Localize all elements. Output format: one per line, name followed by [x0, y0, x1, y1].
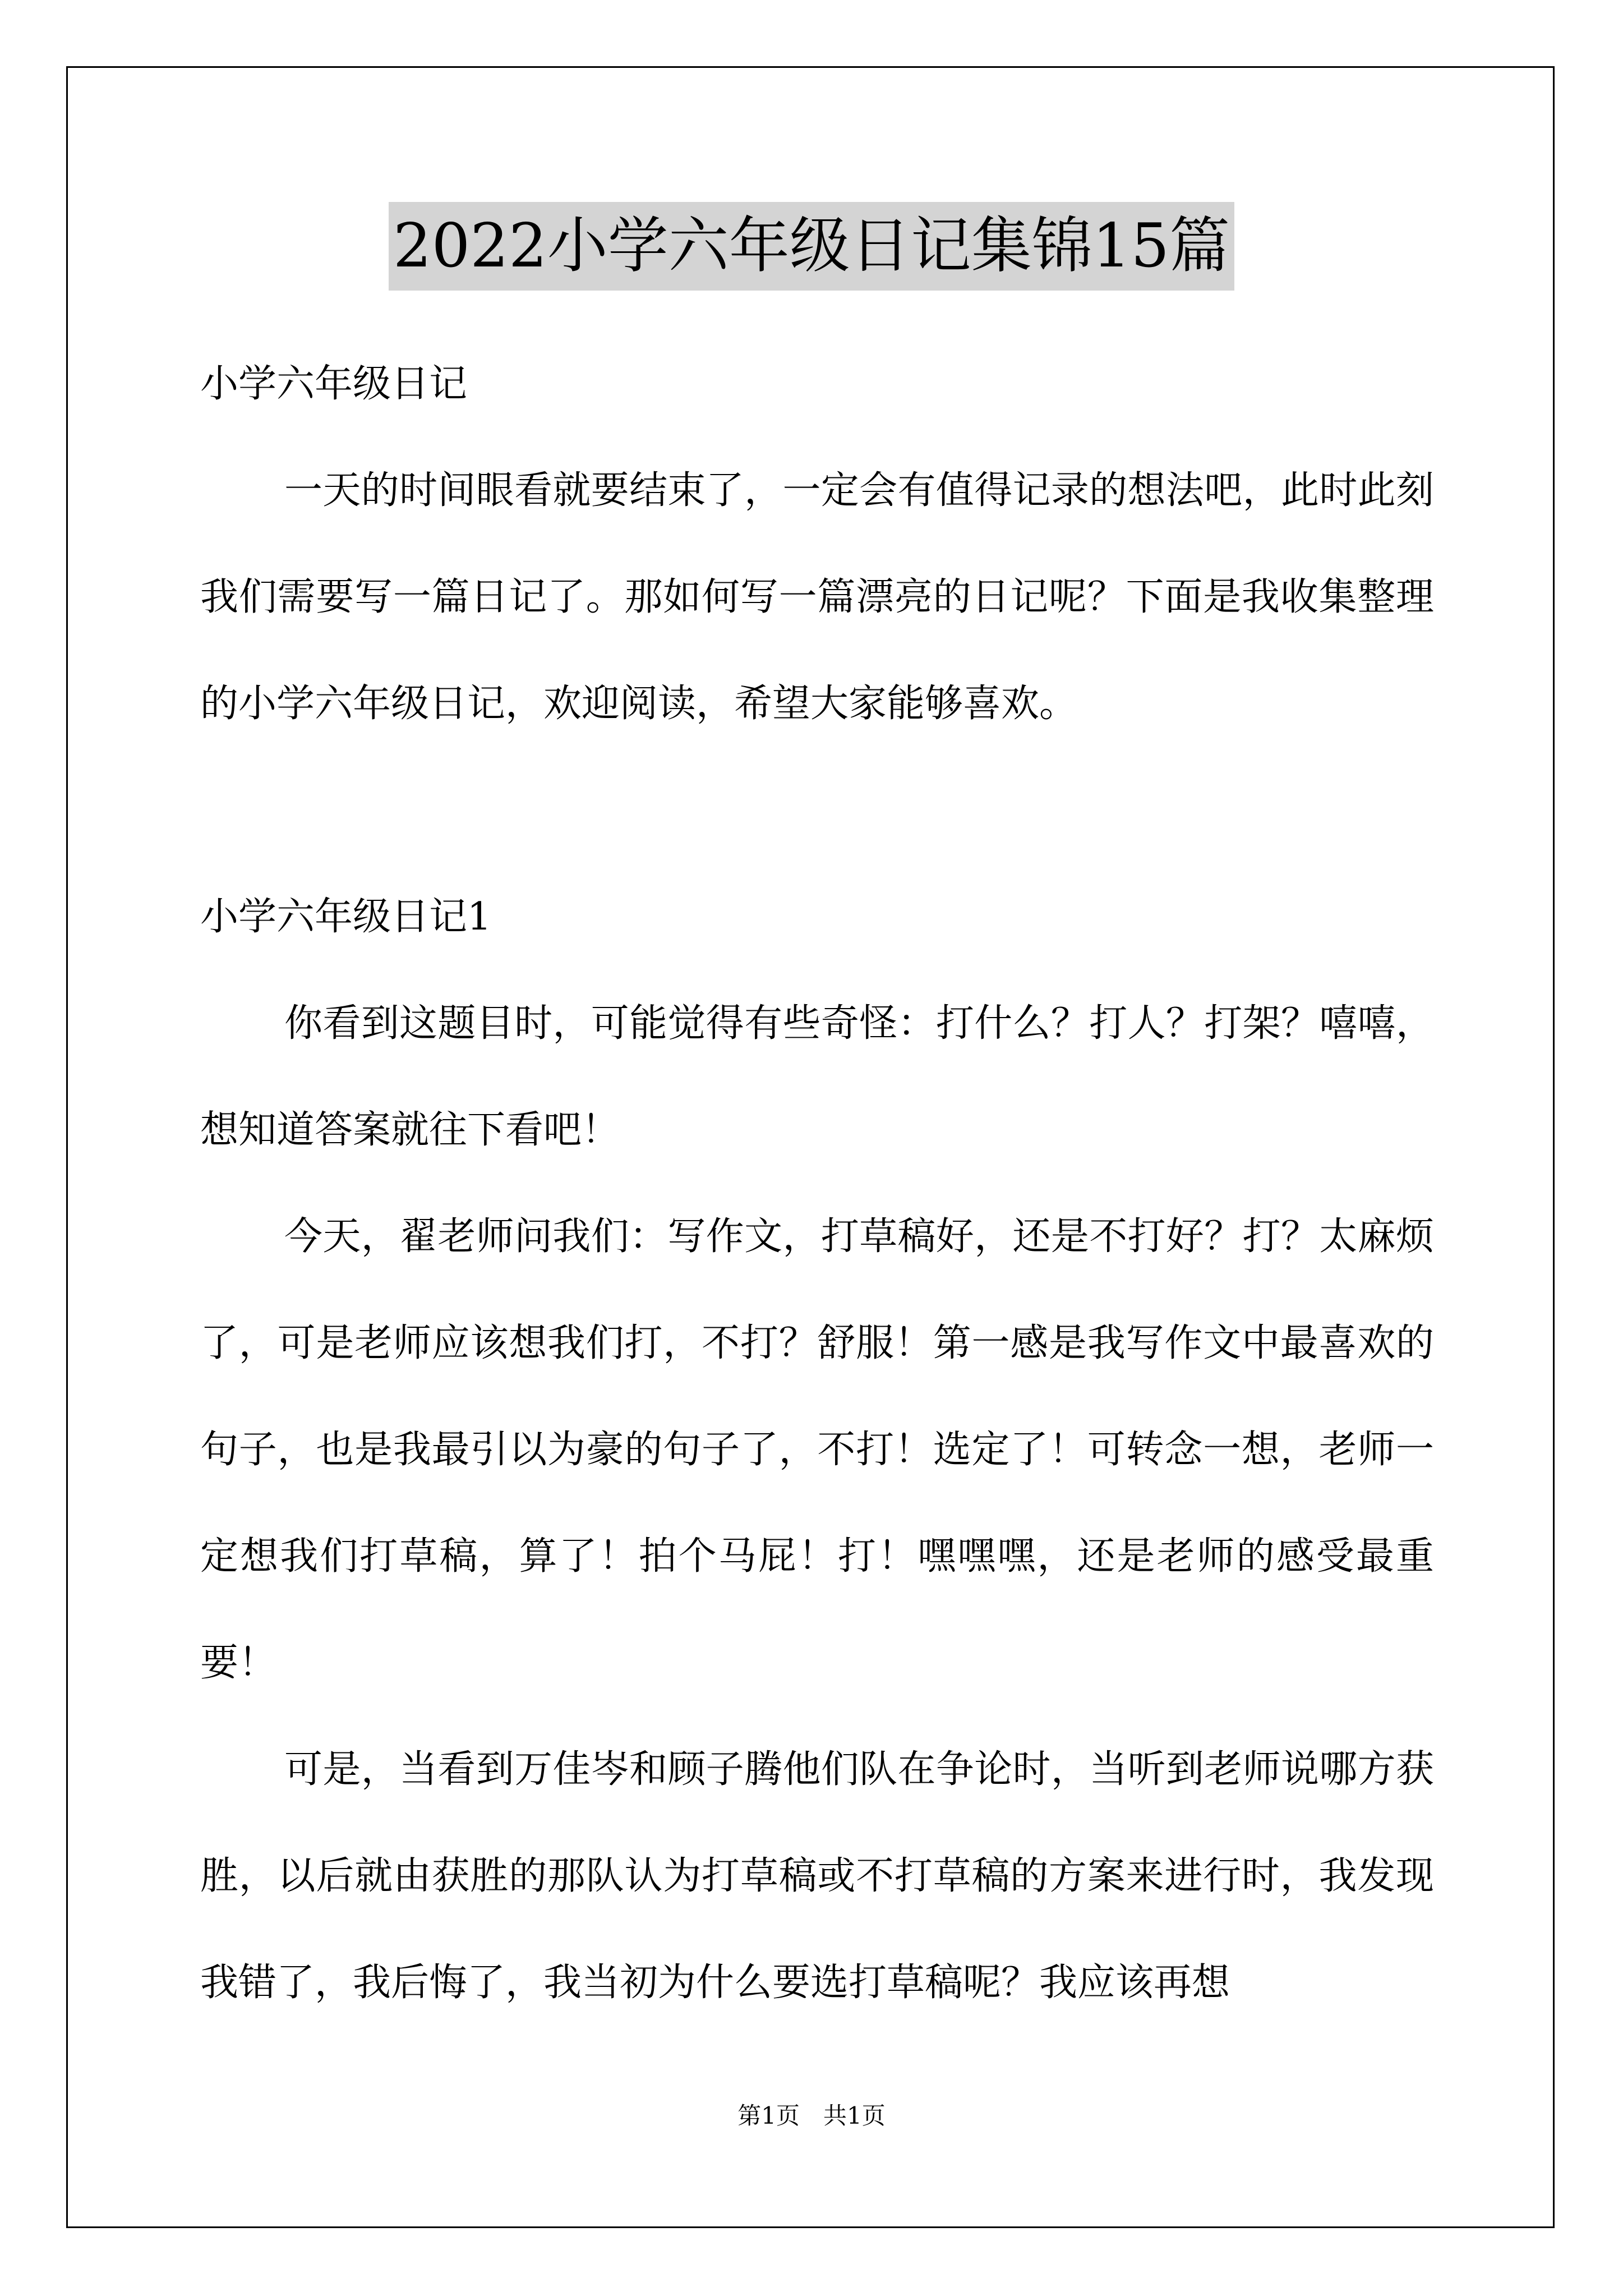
page-footer: 第1页 共1页 [737, 2102, 886, 2129]
intro-heading: 小学六年级日记 [200, 362, 468, 406]
section1-paragraph: 你看到这题目时，可能觉得有些奇怪：打什么？打人？打架？嘻嘻，想知道答案就往下看吧！ [200, 1001, 1434, 1152]
intro-paragraph: 一天的时间眼看就要结束了，一定会有值得记录的想法吧，此时此刻我们需要写一篇日记了。那如何写一篇漂亮的日记呢？下面是我收集整理的小学六年级日记，欢迎阅读，希望大家能够喜欢。 [200, 468, 1434, 726]
section-spacer [200, 757, 1434, 864]
section1-paragraph: 今天，翟老师问我们：写作文，打草稿好，还是不打好？打？太麻烦了，可是老师应该想我们打，不打？舒服！第一感是我写作文中最喜欢的句子，也是我最引以为豪的句子了，不打！选定了！可转念一想，老师一定想我们打草稿，算了！拍个马屁！打！嘿嘿嘿，还是老师的感受最重要！ [200, 1214, 1434, 1685]
document-body [200, 331, 1434, 2036]
title-container [0, 202, 1623, 291]
section1-heading: 小学六年级日记1 [200, 895, 492, 939]
document-title: 2022小学六年级日记集锦15篇 [389, 202, 1234, 291]
section1-paragraph: 可是，当看到万佳岑和顾子腾他们队在争论时，当听到老师说哪方获胜，以后就由获胜的那队认为打草稿或不打草稿的方案来进行时，我发现我错了，我后悔了，我当初为什么要选打草稿呢？我应该再想 [200, 1747, 1434, 2005]
